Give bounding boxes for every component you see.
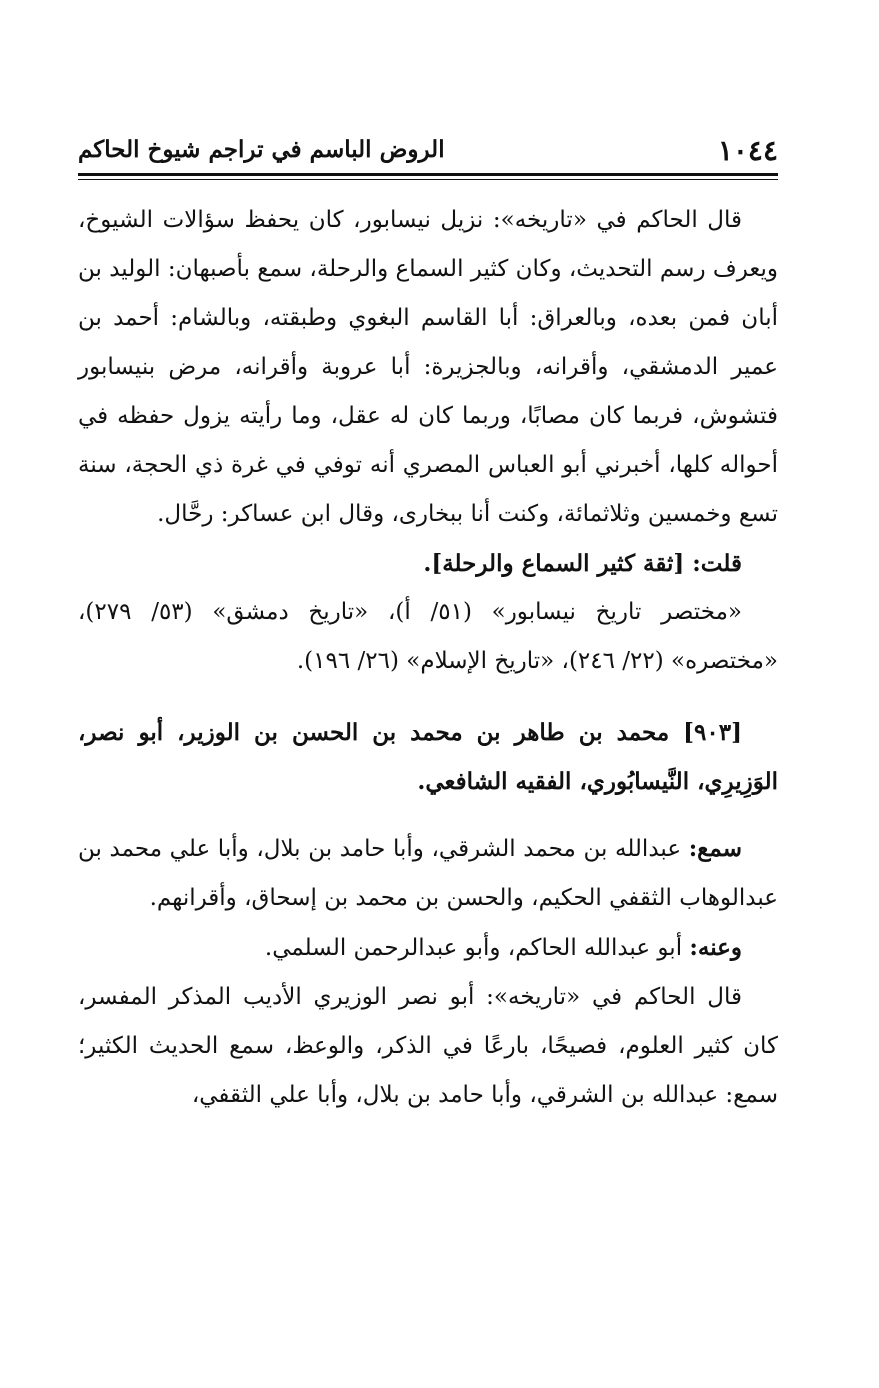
page-number: ١٠٤٤ [717, 134, 778, 167]
from-label: وعنه: [689, 934, 742, 961]
verdict: قلت: [ثقة كثير السماع والرحلة]. [423, 550, 742, 577]
from-text: أبو عبدالله الحاكم، وأبو عبدالرحمن السلمي. [264, 935, 683, 961]
heard-label: سمع: [688, 835, 742, 862]
page-header [78, 128, 778, 172]
heard-text: عبدالله بن محمد الشرقي، وأبا حامد بن بلال، وأبا علي محمد بن عبدالوهاب الثقفي الحكيم، والحسن بن محمد بن إسحاق، وأقرانهم. [78, 836, 778, 911]
paragraph-heard [78, 824, 778, 923]
paragraph-hakim-prev: قال الحاكم في «تاريخه»: نزيل نيسابور، كان يحفظ سؤالات الشيوخ، ويعرف رسم التحديث، وكان كثير السماع والرحلة، سمع بأصبهان: الوليد بن أبان فمن بعده، وبالعراق: أبا القاسم البغوي وطبقته، وبالشام: أحمد بن عمير الدمشقي، وأقرانه، وبالجزيرة: أبا عروبة وأقرانه، مرض بنيسابور فتشوش، فربما كان مصابًا، وربما كان له عقل، وما رأيته يزول حفظه في أحواله كلها، أخبرني أبو العباس المصري أنه توفي في غرة ذي الحجة، سنة تسع وخمسين وثلاثمائة، وكنت أنا ببخارى، وقال ابن عساكر: رحَّال. [78, 207, 778, 527]
body-text [78, 196, 778, 1120]
header-rule-thin [78, 179, 778, 180]
paragraph-from [78, 923, 778, 973]
sources: «مختصر تاريخ نيسابور» (٥١/ أ)، «تاريخ دمشق» (٥٣/ ٢٧٩)، «مختصره» (٢٢/ ٢٤٦)، «تاريخ الإسلام» (٢٦/ ١٩٦). [78, 599, 778, 674]
running-title: الروض الباسم في تراجم شيوخ الحاكم [78, 136, 445, 163]
header-rule-thick [78, 173, 778, 176]
entry-heading: [٩٠٣] محمد بن طاهر بن محمد بن الحسن بن الوزير، أبو نصر، الوَزِيرِي، النَّيسابُوري، الفقيه الشافعي. [78, 719, 778, 795]
paragraph-hakim: قال الحاكم في «تاريخه»: أبو نصر الوزيري الأديب المذكر المفسر، كان كثير العلوم، فصيحًا، بارعًا في الذكر، والوعظ، سمع الحديث الكثير؛ سمع: عبدالله بن الشرقي، وأبا حامد بن بلال، وأبا علي الثقفي، [78, 984, 778, 1108]
